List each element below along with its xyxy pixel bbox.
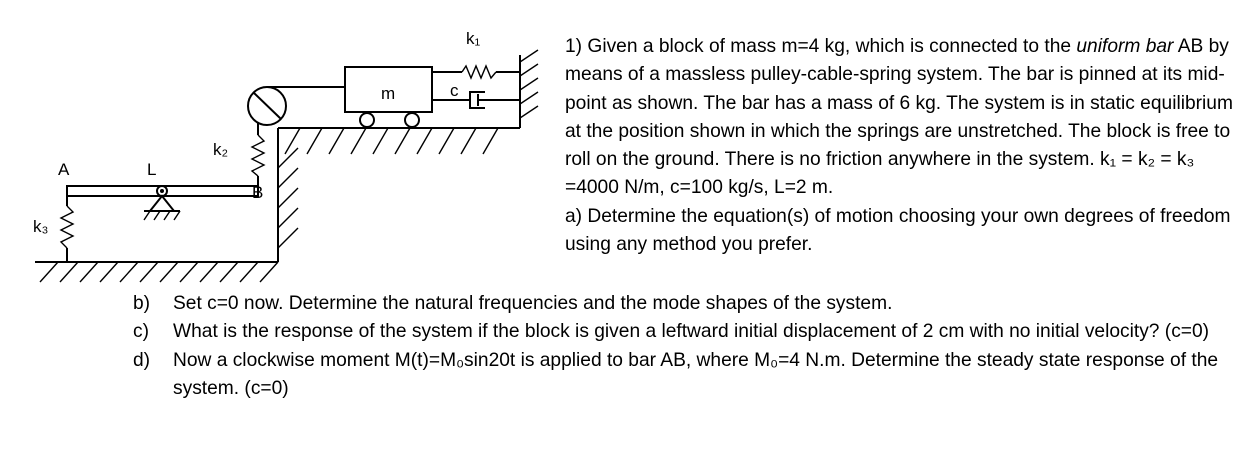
label-b: B [252,183,264,202]
problem-statement [565,33,1245,259]
spring-k1 [432,66,520,78]
part-c-text: What is the response of the system if the block is given a leftward initial displacement of 2 cm with no initial velocity? (c=0) [173,321,1210,343]
label-k3: k₃ [33,217,49,236]
part-c-label: c) [133,321,149,343]
sub-questions [133,290,1243,403]
part-b-label: b) [133,293,151,314]
label-l: L [147,160,157,179]
label-c: c [450,81,459,100]
label-k1: k₁ [466,29,481,48]
part-c [133,318,1243,346]
spring-k3 [61,196,73,262]
emphasis-uniform-bar: uniform bar [1076,36,1174,57]
pulley [248,87,286,125]
lower-ground [35,262,278,282]
part-b-text: Set c=0 now. Determine the natural frequencies and the mode shapes of the system. [173,293,893,314]
part-d [133,347,1243,404]
damper-c [432,92,520,108]
label-k2: k₂ [213,140,229,159]
label-a: A [58,160,70,179]
label-m: m [381,84,396,103]
mechanical-system-diagram [0,0,560,300]
part-b [133,290,1243,318]
spring-k2 [252,122,264,186]
part-d-text: Now a clockwise moment M(t)=M₀sin20t is applied to bar AB, where M₀=4 N.m. Determine the steady state response of the system. (c=0) [173,349,1219,399]
pin-support [144,186,180,220]
upper-ground [278,128,520,154]
part-a: a) Determine the equation(s) of motion choosing your own degrees of freedom using any method you prefer. [565,205,1231,256]
part-d-label: d) [133,349,151,371]
problem-intro: 1) Given a block of mass m=4 kg, which is connected to the uniform bar AB by means of a massless pulley-cable-spring system. The bar is pinned at its mid-point as shown. The bar has a mass of 6 kg. The system is in static equilibrium at the position shown in which the springs are unstretched. The block is free to roll on the ground. There is no friction anywhere in the system. k₁ = k₂ = k₃ =4000 N/m, c=100 kg/s, L=2 m. [565,36,1233,199]
right-wall [520,50,538,128]
